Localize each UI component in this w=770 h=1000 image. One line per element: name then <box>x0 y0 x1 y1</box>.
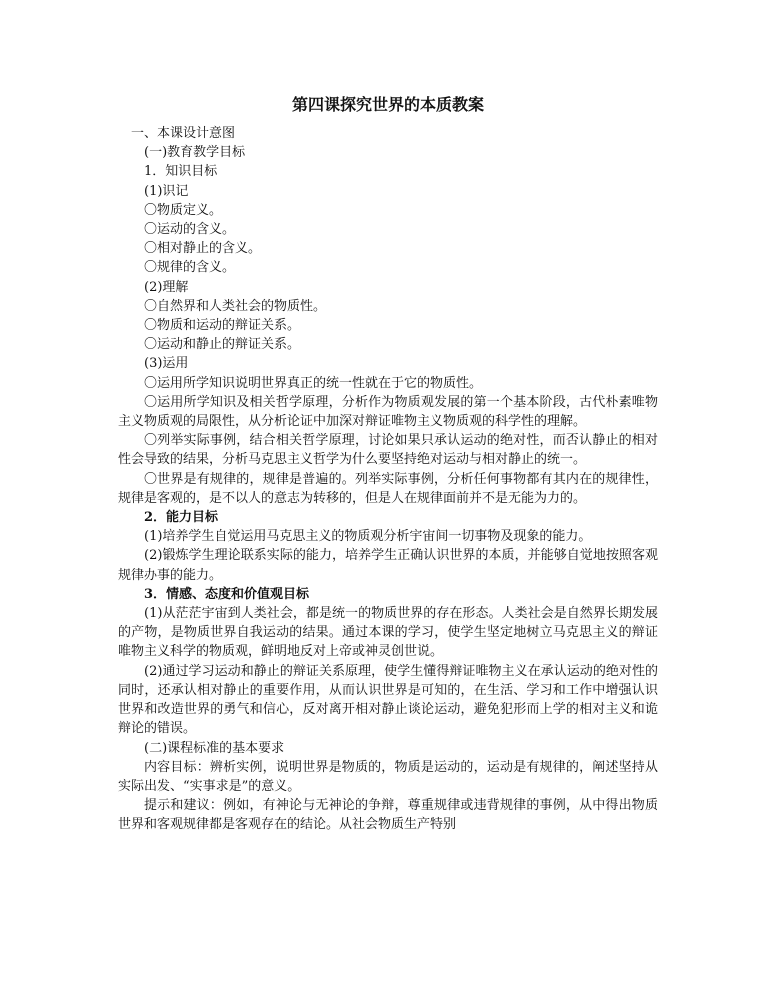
paragraph: 〇世界是有规律的，规律是普遍的。列举实际事例，分析任何事物都有其内在的规律性，规律是客观的，是不以人的意志为转移的，但是人在规律面前并不是无能为力的。 <box>118 471 658 506</box>
heading-knowledge-goals: 1．知识目标 <box>144 164 218 180</box>
document-page <box>118 93 658 835</box>
subsection-heading-curriculum-standards: (二)课程标准的基本要求 <box>144 740 285 756</box>
heading-apply: (3)运用 <box>144 356 189 372</box>
heading-memorize: (1)识记 <box>144 183 189 199</box>
list-item: 〇自然界和人类社会的物质性。 <box>144 298 327 314</box>
heading-values-goals: 3．情感、态度和价值观目标 <box>144 586 310 602</box>
list-item: 〇物质定义。 <box>144 202 223 218</box>
list-item: 〇物质和运动的辩证关系。 <box>144 318 301 334</box>
heading-ability-goals: 2．能力目标 <box>144 510 219 526</box>
heading-understand: (2)理解 <box>144 279 189 295</box>
section-heading-1: 一、本课设计意图 <box>131 126 236 141</box>
paragraph: (1)从茫茫宇宙到人类社会，都是统一的物质世界的存在形态。人类社会是自然界长期发展的产物，是物质世界自我运动的结果。通过本课的学习，使学生坚定地树立马克思主义的辩证唯物主义科学的物质观，鲜明地反对上帝或神灵创世说。 <box>118 606 658 660</box>
paragraph: 提示和建议：例如，有神论与无神论的争辩，尊重规律或违背规律的事例，从中得出物质世界和客观规律都是客观存在的结论。从社会物质生产特别 <box>118 798 658 833</box>
paragraph: (1)培养学生自觉运用马克思主义的物质观分析宇宙间一切事物及现象的能力。 <box>144 529 592 545</box>
paragraph: 〇运用所学知识及相关哲学原理，分析作为物质观发展的第一个基本阶段，古代朴素唯物主义物质观的局限性，从分析论证中加深对辩证唯物主义物质观的科学性的理解。 <box>118 394 658 430</box>
list-item: 〇运动和静止的辩证关系。 <box>144 337 301 353</box>
paragraph: 内容目标：辨析实例，说明世界是物质的，物质是运动的，运动是有规律的，阐述坚持从实际出发、“实事求是”的意义。 <box>118 759 658 794</box>
list-item: 〇规律的含义。 <box>144 260 236 276</box>
paragraph: 〇运用所学知识说明世界真正的统一性就在于它的物质性。 <box>144 375 483 391</box>
paragraph: 〇列举实际事例，结合相关哲学原理，讨论如果只承认运动的绝对性，而否认静止的相对性会导致的结果，分析马克思主义哲学为什么要坚持绝对运动与相对静止的统一。 <box>118 433 658 468</box>
paragraph: (2)通过学习运动和静止的辩证关系原理，使学生懂得辩证唯物主义在承认运动的绝对性的同时，还承认相对静止的重要作用，从而认识世界是可知的，在生活、学习和工作中增强认识世界和改造世界的勇气和信心，反对离开相对静止谈论运动，避免犯形而上学的相对主义和诡辩论的错误。 <box>118 663 658 737</box>
document-title: 第四课探究世界的本质教案 <box>291 95 484 114</box>
list-item: 〇运动的含义。 <box>144 222 236 238</box>
subsection-heading-teaching-goals: (一)教育教学目标 <box>144 145 246 161</box>
paragraph: (2)锻炼学生理论联系实际的能力，培养学生正确认识世界的本质，并能够自觉地按照客观规律办事的能力。 <box>118 548 658 583</box>
list-item: 〇相对静止的含义。 <box>144 241 262 257</box>
